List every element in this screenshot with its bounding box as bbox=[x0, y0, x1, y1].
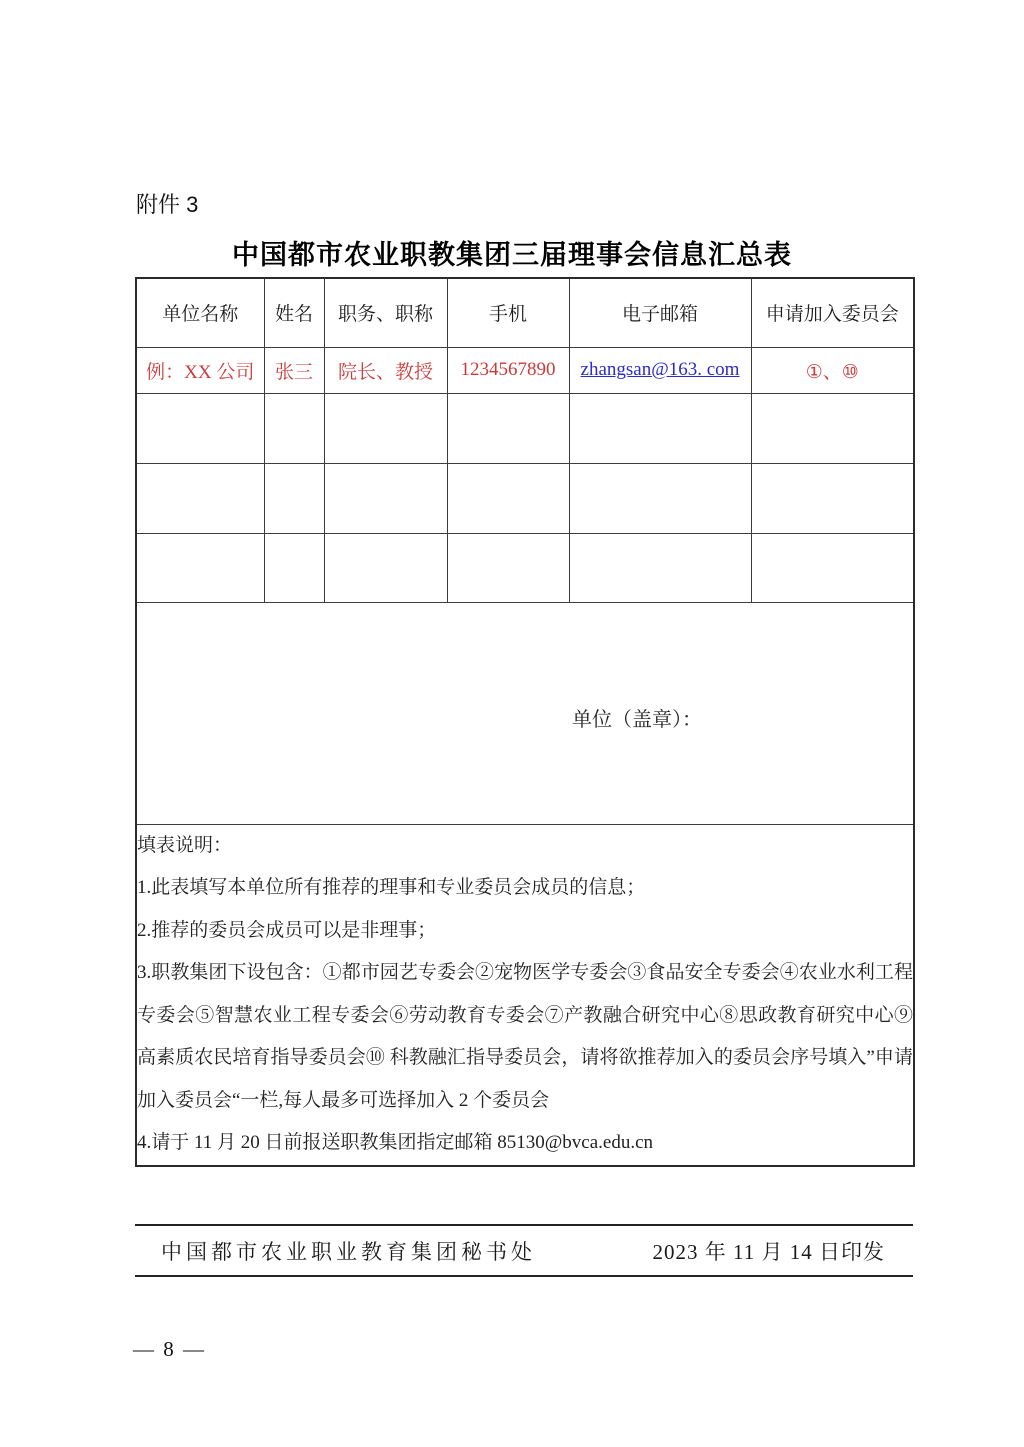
empty-cell bbox=[264, 463, 324, 533]
col-header-mobile: 手机 bbox=[447, 278, 569, 347]
col-header-name: 姓名 bbox=[264, 278, 324, 347]
colophon-bottom-rule bbox=[135, 1275, 913, 1277]
stamp-cell bbox=[136, 602, 914, 824]
col-header-committees: 申请加入委员会 bbox=[751, 278, 914, 347]
empty-cell bbox=[447, 393, 569, 463]
example-email-cell bbox=[569, 347, 751, 393]
note-line-3: 3.职教集团下设包含：①都市园艺专委会②宠物医学专委会③食品安全专委会④农业水利工程专委会⑤智慧农业工程专委会⑥劳动教育专委会⑦产教融合研究中心⑧思政教育研究中心⑨高素质农民培育指导委员会⑩ 科教融汇指导委员会，请将欲推荐加入的委员会序号填入”申请加入委员会“一栏,每人最多可选择加入 2 个委员会 bbox=[137, 962, 913, 1111]
example-unit-cell: 例：XX 公司 bbox=[136, 347, 264, 393]
empty-cell bbox=[136, 463, 264, 533]
col-header-email: 电子邮箱 bbox=[569, 278, 751, 347]
note-line-2: 2.推荐的委员会成员可以是非理事； bbox=[137, 919, 437, 941]
notes-row bbox=[136, 824, 914, 1166]
empty-cell bbox=[751, 463, 914, 533]
issuer-label: 中国都市农业职业教育集团秘书处 bbox=[161, 1239, 536, 1264]
empty-cell bbox=[324, 393, 447, 463]
empty-cell bbox=[136, 533, 264, 602]
stamp-row bbox=[136, 602, 914, 824]
empty-cell bbox=[136, 393, 264, 463]
empty-cell bbox=[569, 393, 751, 463]
attachment-label: 附件 3 bbox=[136, 192, 199, 217]
example-mobile-cell: 1234567890 bbox=[447, 347, 569, 393]
colophon bbox=[135, 1224, 913, 1277]
note-line-4: 4.请于 11 月 20 日前报送职教集团指定邮箱 85130@bvca.edu.cn bbox=[137, 1132, 654, 1154]
empty-cell bbox=[447, 533, 569, 602]
empty-table-row bbox=[136, 533, 914, 602]
table-header-row bbox=[136, 278, 914, 347]
example-row bbox=[136, 347, 914, 393]
example-committees-cell: ①、⑩ bbox=[751, 347, 914, 393]
empty-cell bbox=[569, 533, 751, 602]
notes-heading: 填表说明： bbox=[137, 834, 233, 856]
empty-table-row bbox=[136, 463, 914, 533]
example-email-link[interactable]: zhangsan@163. com bbox=[580, 359, 740, 380]
empty-cell bbox=[751, 533, 914, 602]
print-date-label: 2023 年 11 月 14 日印发 bbox=[652, 1239, 885, 1264]
note-line-1: 1.此表填写本单位所有推荐的理事和专业委员会成员的信息； bbox=[137, 877, 646, 899]
empty-cell bbox=[324, 533, 447, 602]
summary-table bbox=[135, 277, 915, 1167]
empty-table-row bbox=[136, 393, 914, 463]
notes-cell bbox=[136, 824, 914, 1166]
example-name-cell: 张三 bbox=[264, 347, 324, 393]
page-number: — 8 — bbox=[133, 1337, 206, 1361]
page-title: 中国都市农业职教集团三届理事会信息汇总表 bbox=[232, 240, 792, 270]
empty-cell bbox=[569, 463, 751, 533]
col-header-unit: 单位名称 bbox=[136, 278, 264, 347]
empty-cell bbox=[751, 393, 914, 463]
col-header-position: 职务、职称 bbox=[324, 278, 447, 347]
empty-cell bbox=[324, 463, 447, 533]
unit-stamp-label: 单位（盖章）： bbox=[572, 708, 702, 731]
empty-cell bbox=[264, 533, 324, 602]
empty-cell bbox=[264, 393, 324, 463]
example-position-cell: 院长、教授 bbox=[324, 347, 447, 393]
empty-cell bbox=[447, 463, 569, 533]
